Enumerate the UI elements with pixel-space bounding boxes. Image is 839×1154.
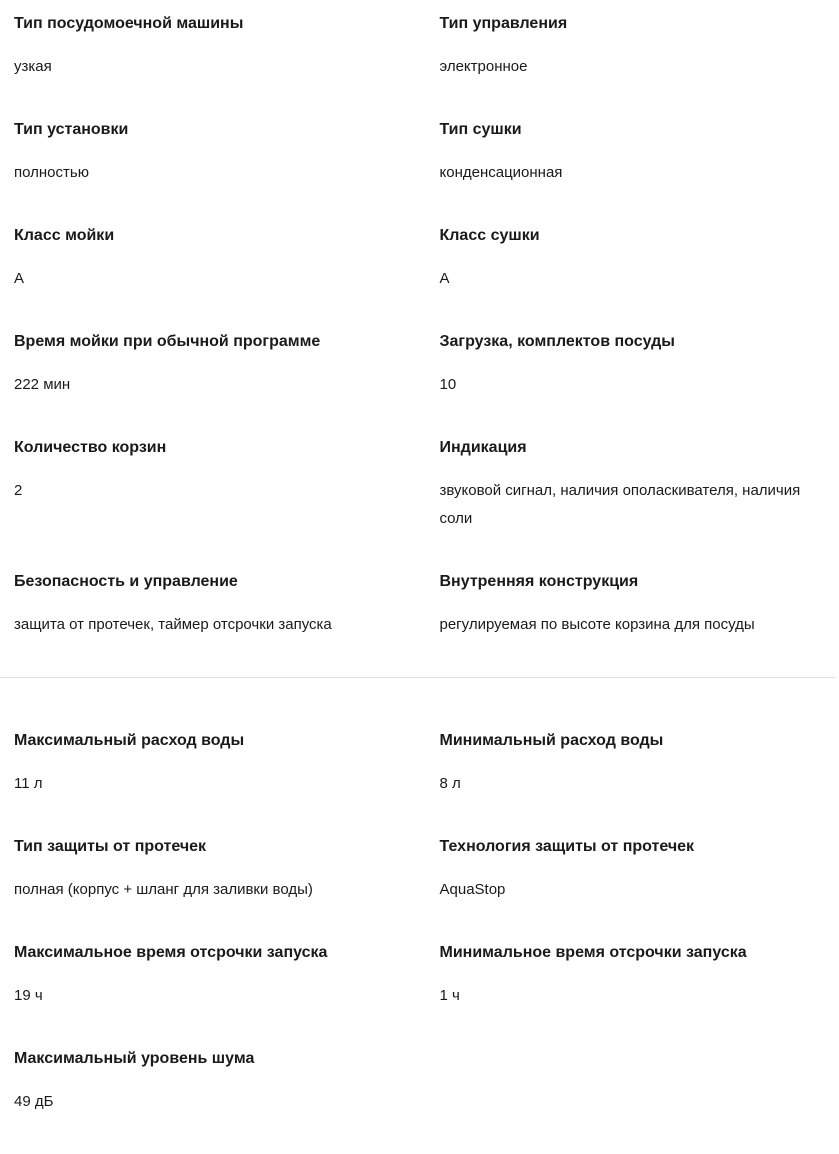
spec-item-drying-type — [440, 119, 826, 187]
spec-item-min-water-consumption — [440, 730, 826, 798]
spec-label: Тип сушки — [439, 121, 522, 138]
spec-label: Безопасность и управление — [14, 573, 238, 590]
spec-value: конденсационная — [439, 164, 563, 181]
spec-label: Максимальное время отсрочки запуска — [14, 944, 328, 961]
spec-label: Тип управления — [439, 15, 568, 32]
spec-label: Минимальный расход воды — [439, 732, 664, 749]
spec-value: защита от протечек, таймер отсрочки запуска — [14, 616, 332, 633]
spec-item-wash-class — [14, 225, 400, 293]
spec-item-max-noise-level — [14, 1048, 400, 1116]
spec-item-inner-construction — [440, 571, 826, 639]
spec-label: Максимальный уровень шума — [14, 1050, 255, 1067]
spec-value: 10 — [439, 376, 457, 393]
spec-item-leak-protection-tech — [440, 836, 826, 904]
spec-value: 2 — [14, 482, 23, 499]
spec-item-control-type — [440, 13, 826, 81]
spec-value: 8 л — [439, 775, 461, 792]
spec-item-max-delay-time — [14, 942, 400, 1010]
spec-item-installation-type — [14, 119, 400, 187]
spec-value: электронное — [439, 58, 528, 75]
spec-item-indication — [440, 437, 826, 533]
spec-item-drying-class — [440, 225, 826, 293]
spec-value: А — [14, 270, 25, 287]
spec-item-safety-control — [14, 571, 400, 639]
spec-label: Технология защиты от протечек — [439, 838, 695, 855]
spec-item-place-settings — [440, 331, 826, 399]
spec-label: Внутренняя конструкция — [439, 573, 639, 590]
spec-value: полностью — [14, 164, 89, 181]
spec-value: 19 ч — [14, 987, 43, 1004]
spec-value: полная (корпус + шланг для заливки воды) — [14, 881, 313, 898]
spec-item-dishwasher-type — [14, 13, 400, 81]
spec-label: Количество корзин — [14, 439, 167, 456]
spec-label: Минимальное время отсрочки запуска — [439, 944, 747, 961]
spec-item-min-delay-time — [440, 942, 826, 1010]
spec-value: 11 л — [14, 775, 43, 792]
spec-value: AquaStop — [439, 881, 506, 898]
spec-label: Тип посудомоечной машины — [14, 15, 244, 32]
spec-item-max-water-consumption — [14, 730, 400, 798]
spec-item-basket-count — [14, 437, 400, 533]
spec-value: 222 мин — [14, 376, 71, 393]
spec-label: Тип защиты от протечек — [14, 838, 207, 855]
spec-label: Класс сушки — [439, 227, 540, 244]
spec-item-leak-protection-type — [14, 836, 400, 904]
spec-label: Класс мойки — [14, 227, 115, 244]
spec-value: регулируемая по высоте корзина для посуды — [439, 616, 755, 633]
spec-value: А — [439, 270, 450, 287]
spec-item-wash-time — [14, 331, 400, 399]
specs-section-water-safety — [0, 678, 839, 1154]
spec-label: Индикация — [439, 439, 527, 456]
spec-label: Тип установки — [14, 121, 129, 138]
spec-value: 1 ч — [439, 987, 460, 1004]
spec-value: узкая — [14, 58, 52, 75]
spec-value: звуковой сигнал, наличия ополаскивателя, наличия соли — [439, 482, 801, 527]
spec-label: Загрузка, комплектов посуды — [439, 333, 675, 350]
spec-value: 49 дБ — [14, 1093, 54, 1110]
spec-label: Время мойки при обычной программе — [14, 333, 321, 350]
spec-label: Максимальный расход воды — [14, 732, 245, 749]
